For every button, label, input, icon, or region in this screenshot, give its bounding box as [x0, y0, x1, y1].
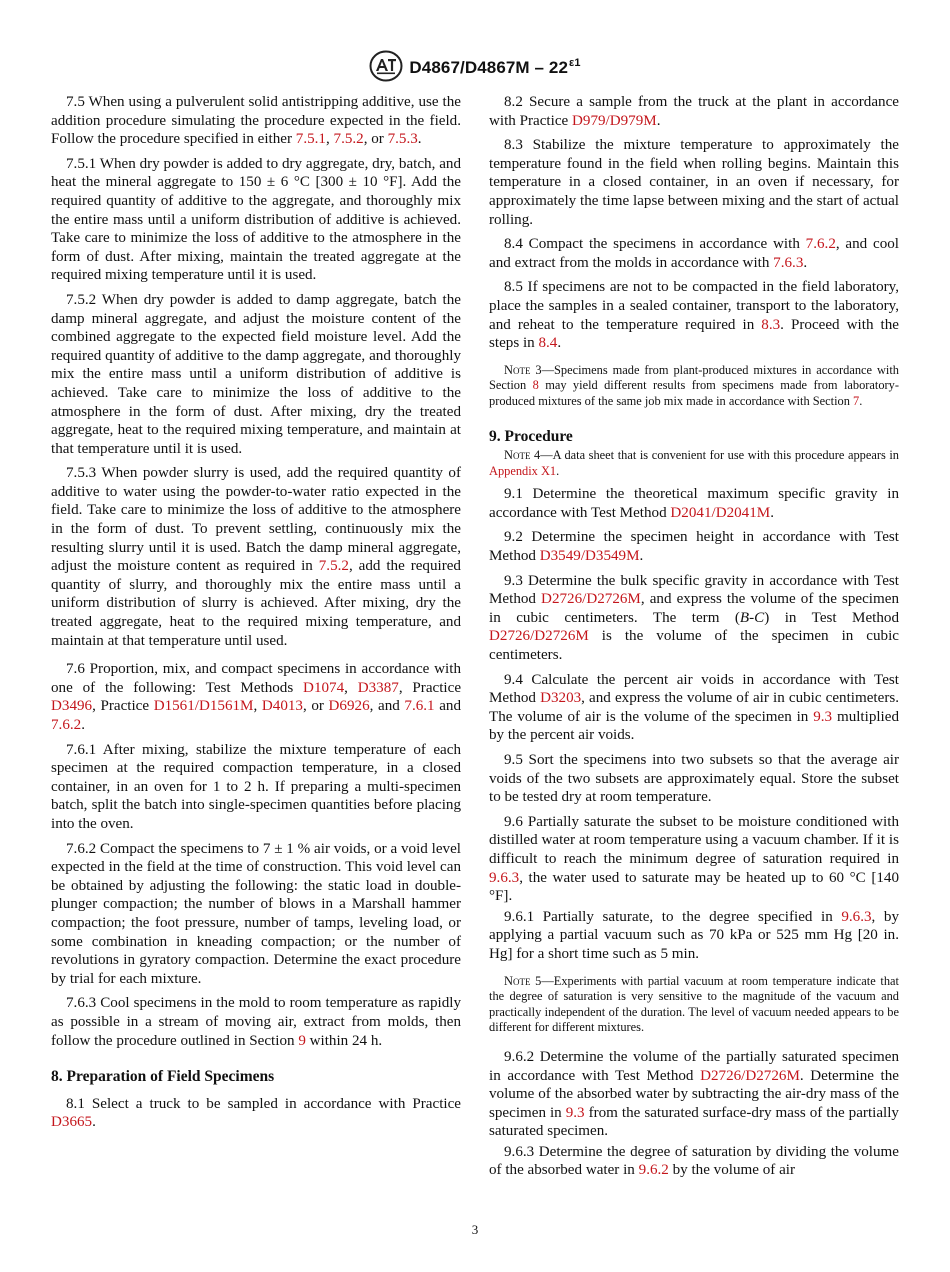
ref-link[interactable]: 9	[298, 1032, 306, 1049]
para-7-5-3: 7.5.3 When powder slurry is used, add the required quantity of additive to water using the powder-to-water ratio expected in the field. Take care to minimize the loss of additive to the atmosphere in the form of dust. To prevent settling, continuously mix the resulting slurry until it is used. Batch the damp mineral aggregate, adjust the moisture content as required in 7.5.2, add the required quantity of slurry, and thoroughly mix the entire mass until a uniform distribution of slurry is achieved. After mixing, dry the treated aggregate, heat to the required mixing temperature, and maintain at that temperature until used.	[51, 465, 461, 649]
para-7-6-1: 7.6.1 After mixing, stabilize the mixture temperature of each specimen at the required compaction temperature, in a closed container, in an oven for 1 to 2 h. If preparing a multi-specimen batch, split the batch into single-specimen quantities before placing into the oven.	[51, 741, 461, 832]
para-8-4: 8.4 Compact the specimens in accordance with 7.6.2, and cool and extract from the molds in accordance with 7.6.3.	[489, 236, 899, 271]
para-9-5: 9.5 Sort the specimens into two subsets so that the average air voids of the two subsets are approximately equal. Store the subset to be tested dry at room temperature.	[489, 752, 899, 806]
ref-link[interactable]: D1561/D1561M	[153, 698, 254, 715]
para-9-6-3: 9.6.3 Determine the degree of saturation by dividing the volume of the absorbed water in 9.6.2 by the volume of air	[489, 1143, 899, 1179]
para-9-6-1: 9.6.1 Partially saturate, to the degree specified in 9.6.3, by applying a partial vacuum such as 70 kPa or 525 mm Hg [20 in. Hg] for a short time such as 5 min.	[489, 908, 900, 962]
para-7-6-3: 7.6.3 Cool specimens in the mold to room temperature as rapidly as possible in a stream of moving air, extract from molds, then follow the procedure outlined in Section 9 within 24 h.	[51, 995, 461, 1049]
para-7-5-2: 7.5.2 When dry powder is added to damp aggregate, batch the damp mineral aggregate, and adjust the moisture content of the combined aggregate to the expected field moisture level. Add the required quantity of additive to the damp aggregate, and thoroughly mix the entire mass until a uniform distribution of additive is achieved. Take care to minimize the loss of additive to the atmosphere in the form of dust. After mixing, dry the treated aggregate, heat to the required mixing temperature, and maintain at that temperature until it is used.	[51, 291, 461, 457]
epsilon-superscript: ε1	[569, 57, 581, 70]
para-9-6-2: 9.6.2 Determine the volume of the partially saturated specimen in accordance with Test Method D2726/D2726M. Determine the volume of the absorbed water by subtracting the air-dry mass of the specimen in 9.3 from the saturated surface-dry mass of the partially saturated specimen.	[489, 1048, 899, 1140]
ref-link[interactable]: D3203	[540, 690, 582, 707]
section-9-heading: 9. Procedure	[489, 427, 573, 445]
ref-link[interactable]: 9.3	[813, 708, 833, 725]
page-number: 3	[471, 1222, 479, 1237]
ref-link[interactable]: D6926	[328, 698, 370, 715]
ref-link[interactable]: 8.4	[538, 335, 558, 352]
right-column	[489, 93, 899, 1180]
ref-link[interactable]: 7.5.2	[318, 558, 349, 575]
ref-link[interactable]: 8	[532, 378, 539, 393]
note-4: Note 4—A data sheet that is convenient for use with this procedure appears in Appendix X1.	[489, 448, 899, 478]
para-7-5-1: 7.5.1 When dry powder is added to dry aggregate, dry, batch, and heat the mineral aggregate to 150 ± 6 °C [300 ± 10 °F]. Add the required quantity of additive to the aggregate, and thoroughly mix the entire mass until a uniform distribution of additive is achieved. Take care to minimize the loss of additive to the atmosphere in the form of dust. After mixing, maintain the treated aggregate at the required mixing temperature until it is used.	[51, 155, 461, 284]
document-designation: $D4867/D4867M - 22^{\varepsilon 1}$	[409, 57, 581, 78]
para-8-3: 8.3 Stabilize the mixture temperature to approximately the temperature found in the field when rolling begins. Maintain this temperature in a closed container, in an oven if necessary, for approximately the time lapse between mixing and the start of actual rolling.	[489, 137, 899, 228]
note-5: Note 5—Experiments with partial vacuum at room temperature indicate that the degree of saturation is very sensitive to the magnitude of the vacuum and practically independent of the duration. The level of vacuum needed appears to be different for different mixtures.	[489, 973, 899, 1035]
para-9-3: 9.3 Determine the bulk specific gravity in accordance with Test Method D2726/D2726M, and express the volume of the specimen in cubic centimeters. The term (B-C) in Test Method D2726/D2726M is the volume of the specimen in cubic centimeters.	[489, 572, 899, 664]
ref-link[interactable]: D3387	[357, 679, 399, 696]
para-9-4: 9.4 Calculate the percent air voids in accordance with Test Method D3203, and express the volume of air in cubic centimeters. The volume of air is the volume of the specimen in 9.3 multiplied by the percent air voids.	[489, 671, 900, 744]
ref-link[interactable]: 7	[853, 393, 860, 408]
ref-link[interactable]: 8.3	[761, 316, 781, 333]
ref-link[interactable]: 7.6.2	[51, 717, 82, 733]
ref-link[interactable]: 7.5.2	[333, 131, 364, 148]
astm-logo-icon	[369, 50, 403, 82]
ref-link[interactable]: 7.6.3	[773, 254, 804, 271]
para-7-5: 7.5 When using a pulverulent solid antistripping additive, use the addition procedure simulating the procedure expected in the field. Follow the procedure specified in either 7.5.1, 7.5.2, or 7.5.3.	[51, 94, 461, 148]
para-9-1: 9.1 Determine the theoretical maximum specific gravity in accordance with Test Method D2041/D2041M.	[489, 486, 899, 521]
ref-link[interactable]: 7.5.1	[295, 131, 326, 148]
ref-link[interactable]: 7.5.3	[387, 131, 418, 148]
ref-link[interactable]: D4013	[261, 698, 303, 715]
left-column	[51, 93, 461, 1132]
ref-link[interactable]: D2726/D2726M	[489, 628, 589, 645]
ref-link[interactable]: 9.6.3	[841, 908, 872, 925]
ref-link[interactable]: D2726/D2726M	[541, 591, 641, 608]
ref-link[interactable]: D2041/D2041M	[670, 504, 771, 521]
para-8-5: 8.5 If specimens are not to be compacted in the field laboratory, place the samples in a sealed container, transport to the laboratory, and reheat to the temperature required in 8.3. Proceed with the steps in 8.4.	[489, 279, 899, 352]
ref-link[interactable]: 7.6.1	[404, 698, 435, 715]
ref-link[interactable]: D2726/D2726M	[700, 1067, 800, 1084]
para-7-6-2: 7.6.2 Compact the specimens to 7 ± 1 % air voids, or a void level expected in the field at the time of construction. This void level can be obtained by adjusting the following: the static load in double-plunger compaction; the number of blows in a Marshall hammer compaction; the foot pressure, number of tamps, leveling load, or some combination in kneading compaction; or the number of revolutions in gyratory compaction. Determine the exact procedure by trial for each mixture.	[51, 840, 461, 987]
ref-link[interactable]: D979/D979M	[572, 112, 657, 129]
para-8-1: 8.1 Select a truck to be sampled in accordance with Practice D3665.	[51, 1095, 461, 1131]
ref-link[interactable]: 9.3	[565, 1104, 585, 1121]
page-header	[0, 50, 950, 82]
ref-link[interactable]: D1074	[303, 679, 345, 696]
para-7-6: 7.6 Proportion, mix, and compact specimens in accordance with one of the following: Test Methods D1074, D3387, Practice D3496, Practice D1561/D1561M, D4013, or D6926, and 7.6.1 and 7.6.2.	[51, 661, 462, 733]
ref-link[interactable]: Appendix X1	[489, 463, 557, 478]
ref-link[interactable]: 9.6.3	[489, 869, 520, 886]
note-3: Note 3—Specimens made from plant-produced mixtures in accordance with Section 8 may yield different results from specimens made from laboratory-produced mixtures of the same job mix made in accordance with Section 7.	[489, 362, 899, 408]
section-8-heading: 8. Preparation of Field Specimens	[51, 1068, 275, 1086]
ref-link[interactable]: 9.6.2	[638, 1162, 669, 1179]
para-9-6: 9.6 Partially saturate the subset to be moisture conditioned with distilled water at room temperature using a vacuum chamber. If it is difficult to reach the minimum degree of saturation required in 9.6.3, the water used to saturate may be heated up to 60 °C [140 °F].	[489, 813, 899, 905]
para-9-2: 9.2 Determine the specimen height in accordance with Test Method D3549/D3549M.	[489, 529, 899, 565]
para-8-2: 8.2 Secure a sample from the truck at the plant in accordance with Practice D979/D979M.	[489, 94, 899, 129]
ref-link[interactable]: D3549/D3549M	[539, 548, 640, 565]
ref-link[interactable]: D3496	[51, 698, 93, 715]
ref-link[interactable]: D3665	[51, 1114, 93, 1131]
ref-link[interactable]: 7.6.2	[805, 236, 836, 253]
